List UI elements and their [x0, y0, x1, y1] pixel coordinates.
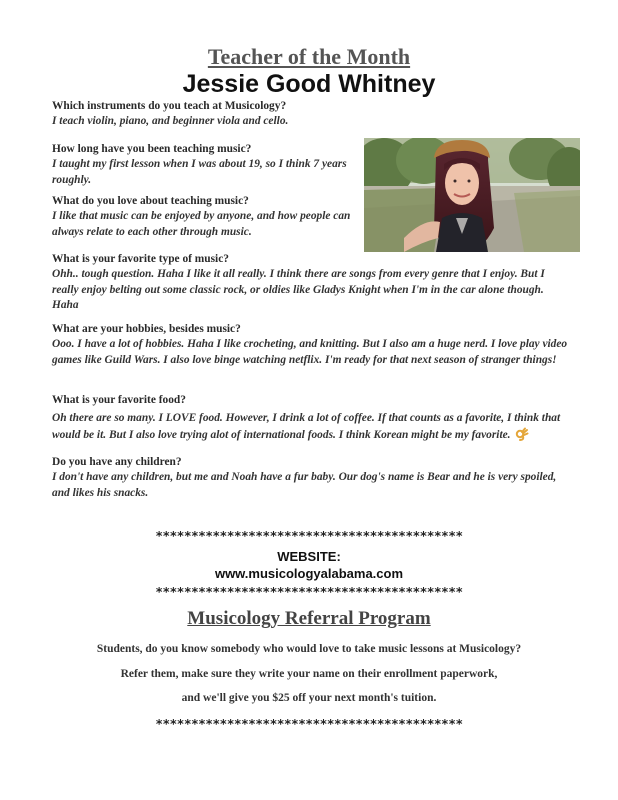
answer: Ooo. I have a lot of hobbies. Haha I like crocheting, and knitting. But I also am a huge nerd. I love play video games like Guild Wars. I also love binge watching netflix. I'm ready for that next season of stranger things! — [52, 338, 568, 366]
star-divider: ******************************************* — [155, 584, 463, 599]
question: What do you love about teaching music? — [52, 195, 249, 207]
answer: I don't have any children, but me and Noah have a fur baby. Our dog's name is Bear and he is very spoiled, and likes his snacks. — [52, 471, 557, 499]
website-link[interactable]: www.musicologyalabama.com — [214, 566, 404, 581]
answer: I like that music can be enjoyed by anyone, and how people can always relate to each other through music. — [52, 210, 351, 238]
website-label: WEBSITE: — [277, 549, 341, 564]
referral-line: and we'll give you $25 off your next month's tuition. — [181, 692, 437, 704]
referral-line: Students, do you know somebody who would love to take music lessons at Musicology? — [96, 643, 522, 655]
qa-item-children — [52, 455, 572, 501]
answer: I teach violin, piano, and beginner viola and cello. — [52, 115, 289, 128]
answer: Ohh.. tough question. Haha I like it all really. I think there are songs from every genre that I enjoy. But I really enjoy belting out some classic rock, or oldies like Gladys Knight when I'm in the car alone though. Haha — [52, 268, 545, 311]
qa-item-love-teaching — [52, 194, 357, 240]
answer: I taught my first lesson when I was about 19, so I think 7 years roughly. — [52, 158, 347, 186]
question: Do you have any children? — [52, 456, 182, 468]
answer — [52, 410, 572, 448]
question: Which instruments do you teach at Musicology? — [52, 100, 287, 112]
page-title: Teacher of the Month — [207, 44, 411, 69]
qa-item-instruments — [52, 99, 572, 130]
star-divider: ******************************************* — [155, 528, 463, 543]
question: What is your favorite type of music? — [52, 253, 229, 265]
referral-line: Refer them, make sure they write your name on their enrollment paperwork, — [120, 668, 498, 680]
answer-text: Oh there are so many. I LOVE food. However, I drink a lot of coffee. If that counts as a favorite, I think that would be it. But I also love trying alot of international foods. I think Korean might be my favorite. — [52, 411, 561, 441]
question: What is your favorite food? — [52, 394, 186, 406]
qa-item-how-long — [52, 142, 357, 188]
referral-title: Musicology Referral Program — [187, 608, 431, 629]
teacher-name: Jessie Good Whitney — [182, 70, 436, 98]
teacher-photo — [364, 138, 580, 252]
question: What are your hobbies, besides music? — [52, 323, 241, 335]
question: How long have you been teaching music? — [52, 143, 252, 155]
star-divider: ******************************************* — [155, 716, 463, 731]
qa-item-favorite-music — [52, 252, 572, 313]
qa-item-favorite-food — [52, 392, 572, 448]
ok-hand-icon — [515, 427, 529, 448]
qa-item-hobbies — [52, 322, 572, 368]
